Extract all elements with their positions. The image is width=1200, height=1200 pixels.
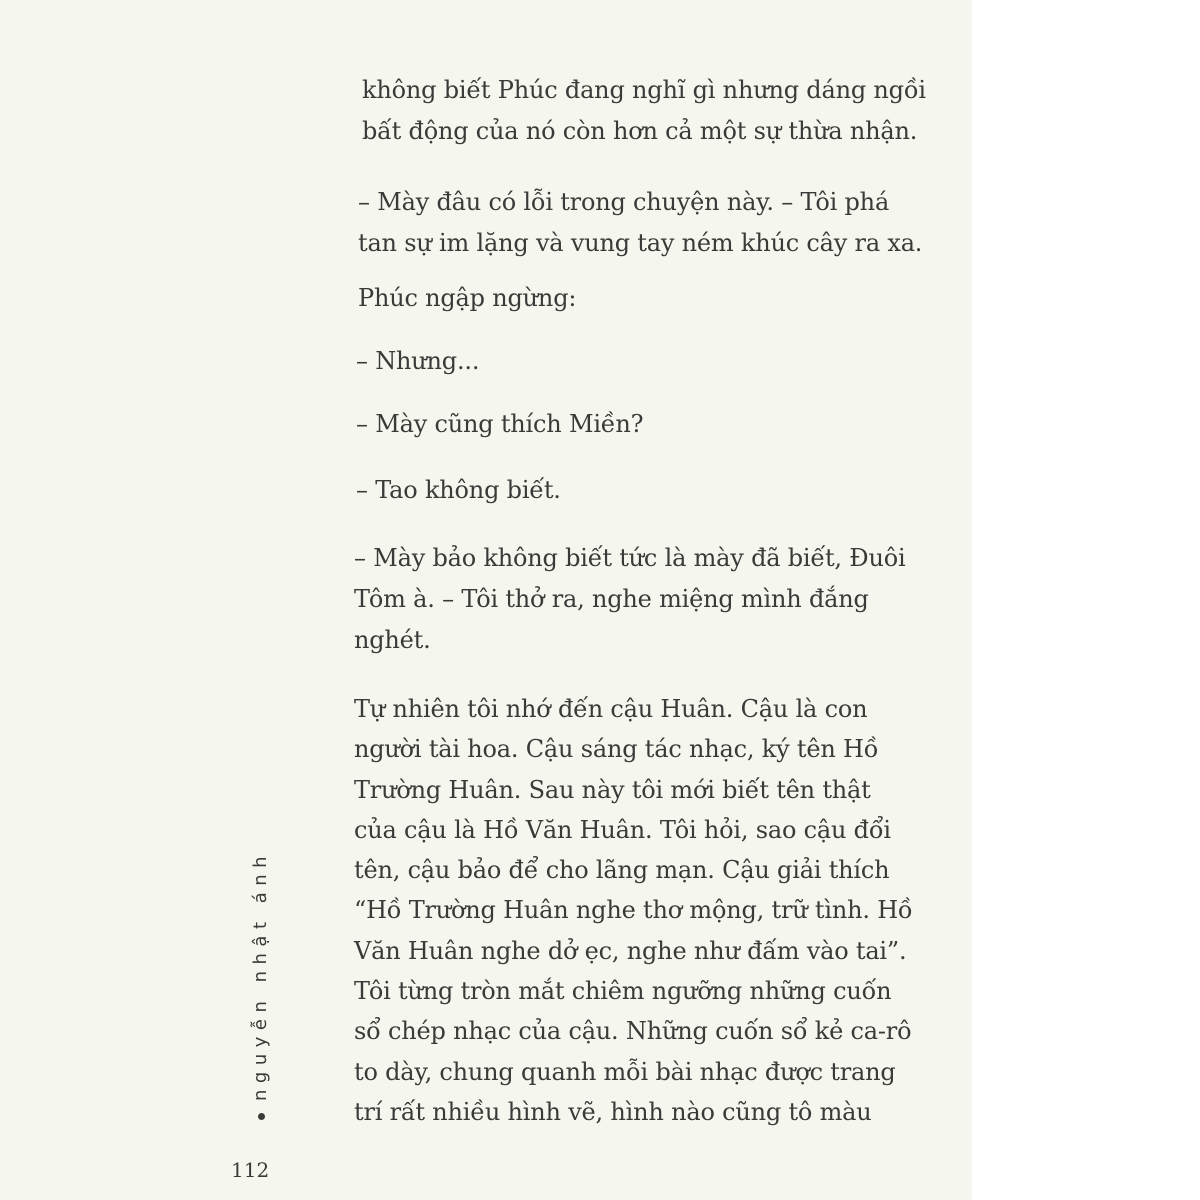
bullet-icon — [258, 1113, 265, 1120]
paragraph — [358, 278, 576, 319]
text-line: Tôm à. – Tôi thở ra, nghe miệng mình đắng — [354, 585, 869, 613]
page-margin — [972, 0, 1200, 1200]
text-line: tên, cậu bảo để cho lãng mạn. Cậu giải thích — [354, 856, 890, 885]
text-line: – Nhưng... — [356, 347, 480, 375]
paragraph — [354, 538, 905, 661]
text-line: to dày, chung quanh mỗi bài nhạc được trang — [354, 1057, 896, 1086]
paragraph — [354, 689, 912, 1132]
page-number: 112 — [231, 1158, 270, 1182]
text-line: nghét. — [354, 626, 431, 654]
text-line: bất động của nó còn hơn cả một sự thừa nhận. — [362, 117, 918, 145]
text-line: “Hồ Trường Huân nghe thơ mộng, trữ tình. Hồ — [354, 896, 913, 925]
text-line: – Tao không biết. — [356, 476, 561, 504]
text-line: Trường Huân. Sau này tôi mới biết tên thật — [354, 775, 871, 804]
text-line: Văn Huân nghe dở ẹc, nghe như đấm vào tai”. — [354, 936, 907, 965]
text-line: tan sự im lặng và vung tay ném khúc cây ra xa. — [358, 229, 923, 257]
paragraph — [356, 404, 643, 445]
text-line: trí rất nhiều hình vẽ, hình nào cũng tô màu — [354, 1097, 872, 1126]
paragraph — [358, 182, 922, 264]
paragraph — [356, 341, 479, 382]
paragraph — [356, 470, 561, 511]
text-line: Tôi từng tròn mắt chiêm ngưỡng những cuốn — [354, 977, 892, 1006]
text-line: sổ chép nhạc của cậu. Những cuốn sổ kẻ ca-rô — [354, 1017, 912, 1046]
text-line: Tự nhiên tôi nhớ đến cậu Huân. Cậu là con — [354, 695, 868, 723]
paragraph — [362, 70, 926, 152]
text-line: – Mày bảo không biết tức là mày đã biết, Đuôi — [354, 544, 906, 572]
text-line: người tài hoa. Cậu sáng tác nhạc, ký tên Hồ — [354, 735, 879, 764]
running-author — [250, 820, 271, 1120]
text-line: – Mày đâu có lỗi trong chuyện này. – Tôi phá — [358, 188, 890, 216]
text-line: – Mày cũng thích Miền? — [356, 410, 644, 438]
author-name: nguyễn nhật ánh — [250, 849, 271, 1101]
text-line: không biết Phúc đang nghĩ gì nhưng dáng ngồi — [362, 76, 926, 104]
text-line: của cậu là Hồ Văn Huân. Tôi hỏi, sao cậu đổi — [354, 815, 891, 844]
text-line: Phúc ngập ngừng: — [358, 284, 577, 312]
